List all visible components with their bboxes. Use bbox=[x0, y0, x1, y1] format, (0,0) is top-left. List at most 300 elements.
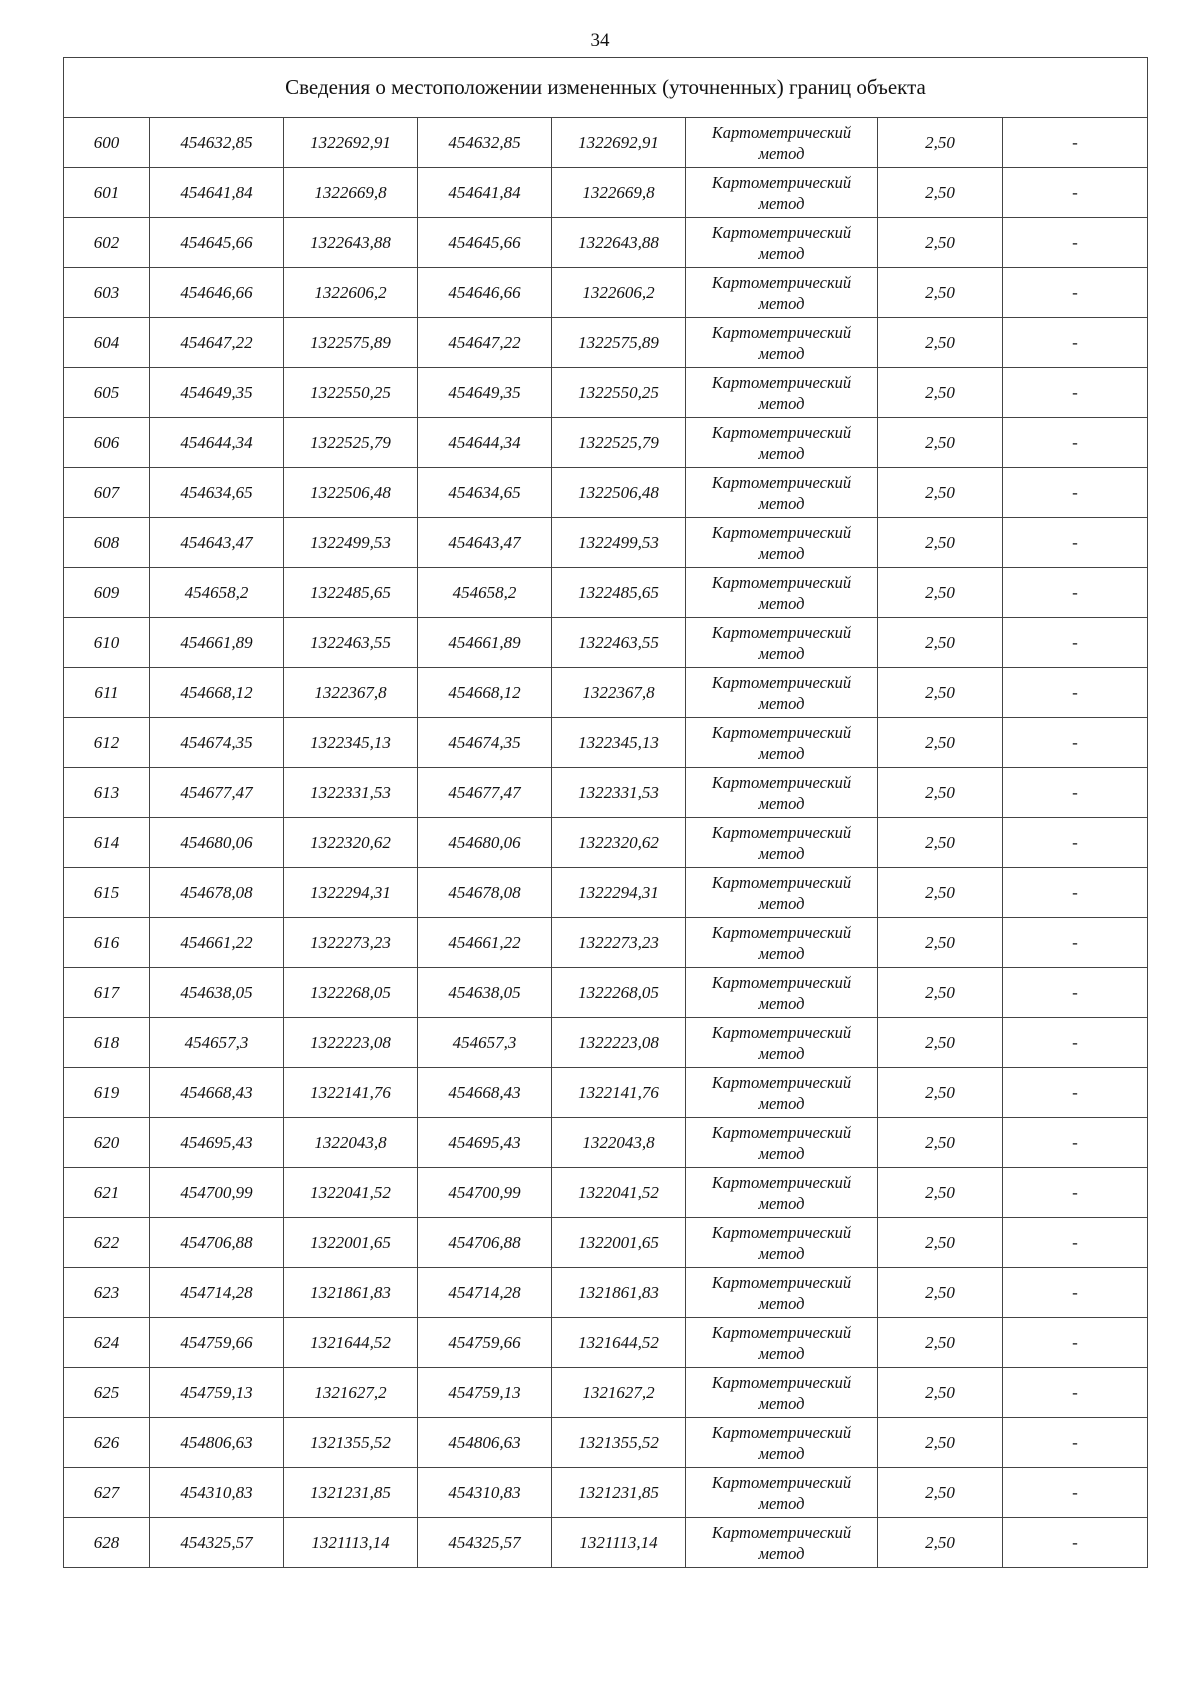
table-row bbox=[64, 668, 1148, 718]
method-line-2: метод bbox=[758, 1193, 805, 1213]
method-line-1: Картометрический bbox=[711, 1372, 852, 1392]
point-number-cell: 619 bbox=[64, 1068, 150, 1118]
method-line-1: Картометрический bbox=[711, 1422, 852, 1442]
existing-x-cell: 454714,28 bbox=[150, 1268, 284, 1318]
point-number-cell: 624 bbox=[64, 1318, 150, 1368]
existing-x-cell: 454658,2 bbox=[150, 568, 284, 618]
method-line-1: Картометрический bbox=[711, 1522, 852, 1542]
note-cell: - bbox=[1003, 268, 1148, 318]
refined-x-cell: 454646,66 bbox=[418, 268, 552, 318]
refined-y-cell: 1322525,79 bbox=[552, 418, 686, 468]
method-line-1: Картометрический bbox=[711, 272, 852, 292]
refined-y-cell: 1322550,25 bbox=[552, 368, 686, 418]
existing-x-cell: 454657,3 bbox=[150, 1018, 284, 1068]
refined-y-cell: 1322345,13 bbox=[552, 718, 686, 768]
refined-y-cell: 1322320,62 bbox=[552, 818, 686, 868]
refined-x-cell: 454638,05 bbox=[418, 968, 552, 1018]
existing-y-cell: 1321861,83 bbox=[284, 1268, 418, 1318]
point-number-cell: 628 bbox=[64, 1518, 150, 1568]
method-line-2: метод bbox=[758, 1343, 805, 1363]
refined-x-cell: 454678,08 bbox=[418, 868, 552, 918]
method-line-2: метод bbox=[758, 943, 805, 963]
method-line-1: Картометрический bbox=[711, 472, 852, 492]
method-line-2: метод bbox=[758, 193, 805, 213]
existing-x-cell: 454806,63 bbox=[150, 1418, 284, 1468]
refined-x-cell: 454661,22 bbox=[418, 918, 552, 968]
point-number-cell: 618 bbox=[64, 1018, 150, 1068]
table-row bbox=[64, 418, 1148, 468]
method-cell bbox=[686, 1118, 878, 1168]
page-number: 34 bbox=[590, 30, 610, 51]
existing-x-cell: 454647,22 bbox=[150, 318, 284, 368]
table-row bbox=[64, 1418, 1148, 1468]
note-cell: - bbox=[1003, 968, 1148, 1018]
note-cell: - bbox=[1003, 918, 1148, 968]
refined-x-cell: 454657,3 bbox=[418, 1018, 552, 1068]
existing-x-cell: 454632,85 bbox=[150, 118, 284, 168]
note-cell: - bbox=[1003, 568, 1148, 618]
method-line-1: Картометрический bbox=[711, 522, 852, 542]
existing-y-cell: 1322499,53 bbox=[284, 518, 418, 568]
method-cell bbox=[686, 1018, 878, 1068]
table-row bbox=[64, 368, 1148, 418]
refined-y-cell: 1322043,8 bbox=[552, 1118, 686, 1168]
existing-x-cell: 454668,43 bbox=[150, 1068, 284, 1118]
method-line-1: Картометрический bbox=[711, 1322, 852, 1342]
point-number-cell: 625 bbox=[64, 1368, 150, 1418]
refined-x-cell: 454695,43 bbox=[418, 1118, 552, 1168]
refined-x-cell: 454647,22 bbox=[418, 318, 552, 368]
method-cell bbox=[686, 118, 878, 168]
method-cell bbox=[686, 1368, 878, 1418]
note-cell: - bbox=[1003, 1268, 1148, 1318]
note-cell: - bbox=[1003, 468, 1148, 518]
table-row bbox=[64, 618, 1148, 668]
table-title-row bbox=[64, 58, 1148, 118]
method-line-2: метод bbox=[758, 543, 805, 563]
point-number-cell: 612 bbox=[64, 718, 150, 768]
existing-y-cell: 1322268,05 bbox=[284, 968, 418, 1018]
note-cell: - bbox=[1003, 1368, 1148, 1418]
table-row bbox=[64, 1268, 1148, 1318]
note-cell: - bbox=[1003, 668, 1148, 718]
refined-x-cell: 454668,12 bbox=[418, 668, 552, 718]
accuracy-cell: 2,50 bbox=[878, 1318, 1003, 1368]
refined-y-cell: 1321644,52 bbox=[552, 1318, 686, 1368]
existing-x-cell: 454695,43 bbox=[150, 1118, 284, 1168]
method-line-1: Картометрический bbox=[711, 1222, 852, 1242]
method-cell bbox=[686, 1168, 878, 1218]
accuracy-cell: 2,50 bbox=[878, 1518, 1003, 1568]
method-line-1: Картометрический bbox=[711, 1172, 852, 1192]
accuracy-cell: 2,50 bbox=[878, 418, 1003, 468]
existing-y-cell: 1322223,08 bbox=[284, 1018, 418, 1068]
refined-x-cell: 454677,47 bbox=[418, 768, 552, 818]
method-line-1: Картометрический bbox=[711, 1472, 852, 1492]
point-number-cell: 604 bbox=[64, 318, 150, 368]
point-number-cell: 615 bbox=[64, 868, 150, 918]
refined-x-cell: 454643,47 bbox=[418, 518, 552, 568]
table-row bbox=[64, 118, 1148, 168]
method-line-1: Картометрический bbox=[711, 172, 852, 192]
refined-x-cell: 454634,65 bbox=[418, 468, 552, 518]
method-cell bbox=[686, 1518, 878, 1568]
accuracy-cell: 2,50 bbox=[878, 568, 1003, 618]
existing-x-cell: 454680,06 bbox=[150, 818, 284, 868]
refined-y-cell: 1322485,65 bbox=[552, 568, 686, 618]
method-cell bbox=[686, 468, 878, 518]
point-number-cell: 616 bbox=[64, 918, 150, 968]
existing-x-cell: 454649,35 bbox=[150, 368, 284, 418]
note-cell: - bbox=[1003, 118, 1148, 168]
accuracy-cell: 2,50 bbox=[878, 268, 1003, 318]
note-cell: - bbox=[1003, 1468, 1148, 1518]
method-line-1: Картометрический bbox=[711, 822, 852, 842]
note-cell: - bbox=[1003, 1318, 1148, 1368]
accuracy-cell: 2,50 bbox=[878, 668, 1003, 718]
refined-x-cell: 454759,66 bbox=[418, 1318, 552, 1368]
accuracy-cell: 2,50 bbox=[878, 368, 1003, 418]
existing-x-cell: 454641,84 bbox=[150, 168, 284, 218]
accuracy-cell: 2,50 bbox=[878, 618, 1003, 668]
method-line-2: метод bbox=[758, 1143, 805, 1163]
point-number-cell: 606 bbox=[64, 418, 150, 468]
existing-y-cell: 1321355,52 bbox=[284, 1418, 418, 1468]
method-line-2: метод bbox=[758, 993, 805, 1013]
table-row bbox=[64, 918, 1148, 968]
note-cell: - bbox=[1003, 718, 1148, 768]
method-cell bbox=[686, 168, 878, 218]
boundary-coordinates-table bbox=[63, 57, 1148, 1568]
note-cell: - bbox=[1003, 368, 1148, 418]
refined-y-cell: 1322499,53 bbox=[552, 518, 686, 568]
method-line-2: метод bbox=[758, 343, 805, 363]
method-cell bbox=[686, 1318, 878, 1368]
method-line-1: Картометрический bbox=[711, 1022, 852, 1042]
method-line-2: метод bbox=[758, 1493, 805, 1513]
refined-y-cell: 1322331,53 bbox=[552, 768, 686, 818]
refined-y-cell: 1321627,2 bbox=[552, 1368, 686, 1418]
existing-y-cell: 1322320,62 bbox=[284, 818, 418, 868]
method-cell bbox=[686, 268, 878, 318]
existing-y-cell: 1321231,85 bbox=[284, 1468, 418, 1518]
refined-y-cell: 1322606,2 bbox=[552, 268, 686, 318]
method-cell bbox=[686, 718, 878, 768]
note-cell: - bbox=[1003, 218, 1148, 268]
existing-y-cell: 1322043,8 bbox=[284, 1118, 418, 1168]
note-cell: - bbox=[1003, 1118, 1148, 1168]
refined-y-cell: 1322575,89 bbox=[552, 318, 686, 368]
accuracy-cell: 2,50 bbox=[878, 718, 1003, 768]
refined-y-cell: 1321113,14 bbox=[552, 1518, 686, 1568]
table-row bbox=[64, 518, 1148, 568]
table-row bbox=[64, 868, 1148, 918]
existing-y-cell: 1322606,2 bbox=[284, 268, 418, 318]
existing-y-cell: 1321644,52 bbox=[284, 1318, 418, 1368]
method-cell bbox=[686, 368, 878, 418]
method-line-2: метод bbox=[758, 1043, 805, 1063]
refined-x-cell: 454632,85 bbox=[418, 118, 552, 168]
existing-x-cell: 454310,83 bbox=[150, 1468, 284, 1518]
method-line-2: метод bbox=[758, 1293, 805, 1313]
method-cell bbox=[686, 1418, 878, 1468]
method-line-2: метод bbox=[758, 843, 805, 863]
method-cell bbox=[686, 1268, 878, 1318]
table-row bbox=[64, 968, 1148, 1018]
refined-y-cell: 1322041,52 bbox=[552, 1168, 686, 1218]
note-cell: - bbox=[1003, 1168, 1148, 1218]
existing-x-cell: 454678,08 bbox=[150, 868, 284, 918]
existing-y-cell: 1322575,89 bbox=[284, 318, 418, 368]
refined-x-cell: 454806,63 bbox=[418, 1418, 552, 1468]
method-line-1: Картометрический bbox=[711, 772, 852, 792]
existing-y-cell: 1322367,8 bbox=[284, 668, 418, 718]
refined-x-cell: 454310,83 bbox=[418, 1468, 552, 1518]
method-cell bbox=[686, 1468, 878, 1518]
refined-y-cell: 1322692,91 bbox=[552, 118, 686, 168]
note-cell: - bbox=[1003, 868, 1148, 918]
accuracy-cell: 2,50 bbox=[878, 868, 1003, 918]
refined-y-cell: 1322001,65 bbox=[552, 1218, 686, 1268]
existing-y-cell: 1322643,88 bbox=[284, 218, 418, 268]
note-cell: - bbox=[1003, 618, 1148, 668]
point-number-cell: 620 bbox=[64, 1118, 150, 1168]
accuracy-cell: 2,50 bbox=[878, 468, 1003, 518]
table-row bbox=[64, 718, 1148, 768]
table-row bbox=[64, 768, 1148, 818]
existing-x-cell: 454644,34 bbox=[150, 418, 284, 468]
method-cell bbox=[686, 868, 878, 918]
table-row bbox=[64, 818, 1148, 868]
method-line-1: Картометрический bbox=[711, 422, 852, 442]
method-line-2: метод bbox=[758, 1243, 805, 1263]
method-cell bbox=[686, 418, 878, 468]
method-line-2: метод bbox=[758, 1443, 805, 1463]
existing-y-cell: 1322141,76 bbox=[284, 1068, 418, 1118]
note-cell: - bbox=[1003, 418, 1148, 468]
method-line-2: метод bbox=[758, 443, 805, 463]
refined-y-cell: 1322268,05 bbox=[552, 968, 686, 1018]
refined-x-cell: 454674,35 bbox=[418, 718, 552, 768]
method-line-1: Картометрический bbox=[711, 322, 852, 342]
existing-y-cell: 1322041,52 bbox=[284, 1168, 418, 1218]
existing-y-cell: 1322550,25 bbox=[284, 368, 418, 418]
refined-y-cell: 1322643,88 bbox=[552, 218, 686, 268]
method-cell bbox=[686, 818, 878, 868]
method-line-1: Картометрический bbox=[711, 722, 852, 742]
method-line-1: Картометрический bbox=[711, 622, 852, 642]
accuracy-cell: 2,50 bbox=[878, 318, 1003, 368]
point-number-cell: 609 bbox=[64, 568, 150, 618]
method-cell bbox=[686, 218, 878, 268]
method-line-2: метод bbox=[758, 293, 805, 313]
point-number-cell: 623 bbox=[64, 1268, 150, 1318]
refined-x-cell: 454649,35 bbox=[418, 368, 552, 418]
refined-x-cell: 454644,34 bbox=[418, 418, 552, 468]
existing-y-cell: 1322294,31 bbox=[284, 868, 418, 918]
existing-x-cell: 454674,35 bbox=[150, 718, 284, 768]
refined-y-cell: 1322141,76 bbox=[552, 1068, 686, 1118]
accuracy-cell: 2,50 bbox=[878, 168, 1003, 218]
table-row bbox=[64, 1068, 1148, 1118]
refined-y-cell: 1322273,23 bbox=[552, 918, 686, 968]
existing-y-cell: 1322001,65 bbox=[284, 1218, 418, 1268]
accuracy-cell: 2,50 bbox=[878, 118, 1003, 168]
existing-y-cell: 1322692,91 bbox=[284, 118, 418, 168]
existing-x-cell: 454643,47 bbox=[150, 518, 284, 568]
point-number-cell: 601 bbox=[64, 168, 150, 218]
method-cell bbox=[686, 618, 878, 668]
existing-x-cell: 454325,57 bbox=[150, 1518, 284, 1568]
method-cell bbox=[686, 318, 878, 368]
accuracy-cell: 2,50 bbox=[878, 1218, 1003, 1268]
table-row bbox=[64, 468, 1148, 518]
table-row bbox=[64, 168, 1148, 218]
method-line-2: метод bbox=[758, 793, 805, 813]
method-cell bbox=[686, 518, 878, 568]
existing-y-cell: 1322463,55 bbox=[284, 618, 418, 668]
existing-x-cell: 454645,66 bbox=[150, 218, 284, 268]
refined-x-cell: 454645,66 bbox=[418, 218, 552, 268]
point-number-cell: 614 bbox=[64, 818, 150, 868]
method-cell bbox=[686, 568, 878, 618]
refined-y-cell: 1321355,52 bbox=[552, 1418, 686, 1468]
existing-y-cell: 1322331,53 bbox=[284, 768, 418, 818]
existing-x-cell: 454759,66 bbox=[150, 1318, 284, 1368]
method-cell bbox=[686, 1068, 878, 1118]
method-line-2: метод bbox=[758, 143, 805, 163]
existing-y-cell: 1322525,79 bbox=[284, 418, 418, 468]
point-number-cell: 610 bbox=[64, 618, 150, 668]
table-title: Сведения о местоположении измененных (уточненных) границ объекта bbox=[64, 58, 1148, 118]
method-cell bbox=[686, 918, 878, 968]
point-number-cell: 621 bbox=[64, 1168, 150, 1218]
method-line-2: метод bbox=[758, 493, 805, 513]
refined-y-cell: 1322669,8 bbox=[552, 168, 686, 218]
method-line-1: Картометрический bbox=[711, 1122, 852, 1142]
method-line-1: Картометрический bbox=[711, 1072, 852, 1092]
refined-x-cell: 454325,57 bbox=[418, 1518, 552, 1568]
accuracy-cell: 2,50 bbox=[878, 1268, 1003, 1318]
method-line-1: Картометрический bbox=[711, 872, 852, 892]
accuracy-cell: 2,50 bbox=[878, 518, 1003, 568]
refined-x-cell: 454668,43 bbox=[418, 1068, 552, 1118]
point-number-cell: 613 bbox=[64, 768, 150, 818]
refined-x-cell: 454700,99 bbox=[418, 1168, 552, 1218]
existing-y-cell: 1321113,14 bbox=[284, 1518, 418, 1568]
point-number-cell: 605 bbox=[64, 368, 150, 418]
table-row bbox=[64, 1218, 1148, 1268]
refined-y-cell: 1321861,83 bbox=[552, 1268, 686, 1318]
point-number-cell: 611 bbox=[64, 668, 150, 718]
method-line-2: метод bbox=[758, 243, 805, 263]
note-cell: - bbox=[1003, 1518, 1148, 1568]
accuracy-cell: 2,50 bbox=[878, 218, 1003, 268]
note-cell: - bbox=[1003, 518, 1148, 568]
note-cell: - bbox=[1003, 1218, 1148, 1268]
accuracy-cell: 2,50 bbox=[878, 1068, 1003, 1118]
point-number-cell: 627 bbox=[64, 1468, 150, 1518]
method-line-2: метод bbox=[758, 743, 805, 763]
method-line-1: Картометрический bbox=[711, 1272, 852, 1292]
refined-x-cell: 454658,2 bbox=[418, 568, 552, 618]
note-cell: - bbox=[1003, 1018, 1148, 1068]
point-number-cell: 602 bbox=[64, 218, 150, 268]
existing-x-cell: 454661,22 bbox=[150, 918, 284, 968]
existing-x-cell: 454668,12 bbox=[150, 668, 284, 718]
method-line-1: Картометрический bbox=[711, 572, 852, 592]
accuracy-cell: 2,50 bbox=[878, 1168, 1003, 1218]
existing-y-cell: 1322669,8 bbox=[284, 168, 418, 218]
method-line-1: Картометрический bbox=[711, 372, 852, 392]
existing-x-cell: 454677,47 bbox=[150, 768, 284, 818]
method-line-1: Картометрический bbox=[711, 922, 852, 942]
refined-x-cell: 454706,88 bbox=[418, 1218, 552, 1268]
refined-y-cell: 1322223,08 bbox=[552, 1018, 686, 1068]
method-line-2: метод bbox=[758, 1093, 805, 1113]
refined-y-cell: 1322294,31 bbox=[552, 868, 686, 918]
table-row bbox=[64, 568, 1148, 618]
refined-y-cell: 1322367,8 bbox=[552, 668, 686, 718]
point-number-cell: 607 bbox=[64, 468, 150, 518]
accuracy-cell: 2,50 bbox=[878, 1368, 1003, 1418]
method-line-2: метод bbox=[758, 593, 805, 613]
existing-y-cell: 1321627,2 bbox=[284, 1368, 418, 1418]
point-number-cell: 617 bbox=[64, 968, 150, 1018]
existing-x-cell: 454638,05 bbox=[150, 968, 284, 1018]
accuracy-cell: 2,50 bbox=[878, 818, 1003, 868]
accuracy-cell: 2,50 bbox=[878, 968, 1003, 1018]
refined-x-cell: 454661,89 bbox=[418, 618, 552, 668]
accuracy-cell: 2,50 bbox=[878, 1018, 1003, 1068]
existing-x-cell: 454706,88 bbox=[150, 1218, 284, 1268]
point-number-cell: 608 bbox=[64, 518, 150, 568]
table-row bbox=[64, 1468, 1148, 1518]
method-line-2: метод bbox=[758, 1393, 805, 1413]
refined-x-cell: 454641,84 bbox=[418, 168, 552, 218]
table-row bbox=[64, 1018, 1148, 1068]
existing-x-cell: 454646,66 bbox=[150, 268, 284, 318]
method-line-2: метод bbox=[758, 1543, 805, 1563]
method-line-1: Картометрический bbox=[711, 972, 852, 992]
refined-x-cell: 454680,06 bbox=[418, 818, 552, 868]
accuracy-cell: 2,50 bbox=[878, 1418, 1003, 1468]
point-number-cell: 626 bbox=[64, 1418, 150, 1468]
existing-x-cell: 454661,89 bbox=[150, 618, 284, 668]
method-line-2: метод bbox=[758, 893, 805, 913]
existing-y-cell: 1322345,13 bbox=[284, 718, 418, 768]
point-number-cell: 622 bbox=[64, 1218, 150, 1268]
table-row bbox=[64, 1318, 1148, 1368]
table-row bbox=[64, 218, 1148, 268]
accuracy-cell: 2,50 bbox=[878, 1118, 1003, 1168]
refined-y-cell: 1322506,48 bbox=[552, 468, 686, 518]
table-row bbox=[64, 318, 1148, 368]
existing-x-cell: 454634,65 bbox=[150, 468, 284, 518]
accuracy-cell: 2,50 bbox=[878, 1468, 1003, 1518]
note-cell: - bbox=[1003, 318, 1148, 368]
note-cell: - bbox=[1003, 1068, 1148, 1118]
existing-y-cell: 1322273,23 bbox=[284, 918, 418, 968]
table-row bbox=[64, 1168, 1148, 1218]
existing-x-cell: 454759,13 bbox=[150, 1368, 284, 1418]
note-cell: - bbox=[1003, 168, 1148, 218]
method-line-2: метод bbox=[758, 643, 805, 663]
existing-x-cell: 454700,99 bbox=[150, 1168, 284, 1218]
method-cell bbox=[686, 1218, 878, 1268]
method-cell bbox=[686, 968, 878, 1018]
note-cell: - bbox=[1003, 1418, 1148, 1468]
